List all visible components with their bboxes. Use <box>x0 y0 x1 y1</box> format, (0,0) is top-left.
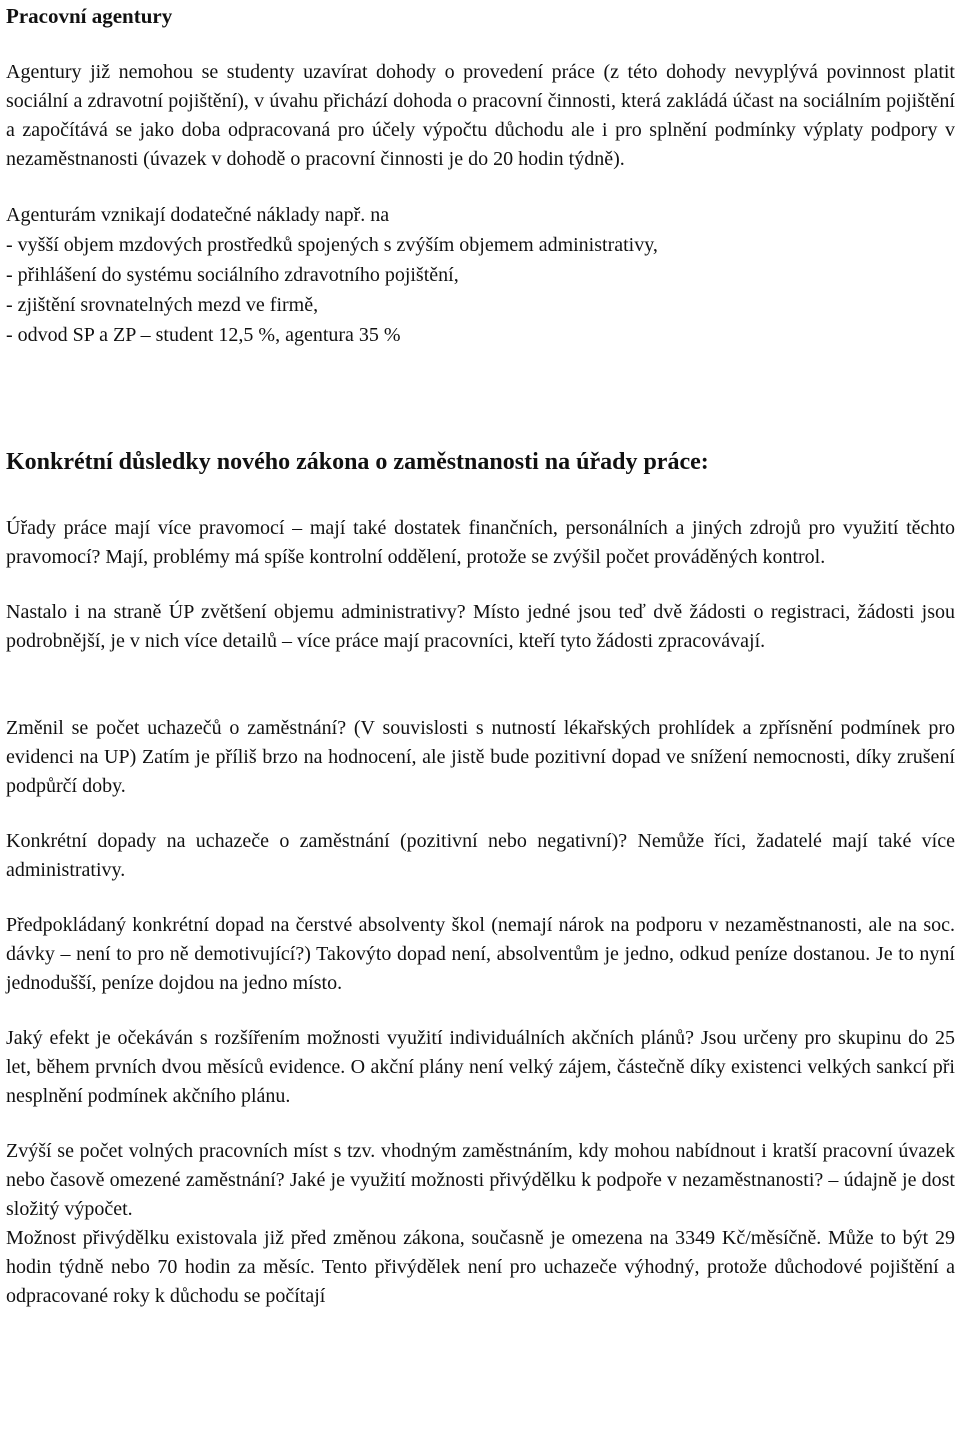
paragraph-action-plans: Jaký efekt je očekáván s rozšířením možnosti využití individuálních akčních plánů? Jsou určeny pro skupinu do 25 let, během prvních dvou měsíců evidence. O akční plány není velký zájem, částečně díky existenci velkých sankcí při nesplnění podmínek akčního plánu. <box>6 1027 955 1107</box>
paragraph-administration: Nastalo i na straně ÚP zvětšení objemu administrativy? Místo jedné jsou teď dvě žádosti o registraci, žádosti jsou podrobnější, je v nich více detailů – více práce mají pracovníci, kteří tyto žádosti zpracovávají. <box>6 601 955 652</box>
paragraph-agencies-contracts: Agentury již nemohou se studenty uzavírat dohody o provedení práce (z této dohody nevyplývá povinnost platit sociální a zdravotní pojištění), v úvahu přichází dohoda o pracovní činnosti, která zakládá účast na sociálním pojištění a započítává se jako doba odpracovaná pro účely výpočtu důchodu ale i pro splnění podmínky výplaty podpory v nezaměstnanosti (úvazek v dohodě o pracovní činnosti je do 20 hodin týdně). <box>6 61 955 170</box>
paragraph-extra-income: Možnost přivýdělku existovala již před změnou zákona, současně je omezena na 3349 Kč/měsíčně. Může to být 29 hodin týdně nebo 70 hodin za měsíc. Tento přivýdělek není pro uchazeče výhodný, protože důchodové pojištění a odpracované roky k důchodu se počítají <box>6 1227 955 1307</box>
list-item: - vyšší objem mzdových prostředků spojených s zvýším objemem administrativy, <box>6 234 658 256</box>
document-page <box>6 0 955 1311</box>
agency-costs-intro: Agenturám vznikají dodatečné náklady např. na <box>6 204 390 226</box>
paragraph-vacancies: Zvýší se počet volných pracovních míst s tzv. vhodným zaměstnáním, kdy mohou nabídnout i kratší pracovní úvazek nebo časově omezené zaměstnání? Jaké je využití možnosti přivýdělku k podpoře v nezaměstnanosti? – údajně je dost složitý výpočet. <box>6 1140 955 1220</box>
agency-costs-block <box>6 200 955 350</box>
list-item: - odvod SP a ZP – student 12,5 %, agentura 35 % <box>6 324 401 346</box>
paragraph-graduates: Předpokládaný konkrétní dopad na čerstvé absolventy škol (nemají nárok na podporu v nezaměstnanosti, ale na soc. dávky – není to pro ně demotivující?) Takovýto dopad není, absolventům je jedno, odkud peníze dostanou. Je to nyní jednodušší, peníze dojdou na jedno místo. <box>6 914 955 994</box>
list-item: - přihlášení do systému sociálního zdravotního pojištění, <box>6 264 459 286</box>
section-title-agencies: Pracovní agentury <box>6 4 173 28</box>
paragraph-impacts: Konkrétní dopady na uchazeče o zaměstnání (pozitivní nebo negativní)? Nemůže říci, žadatelé mají také více administrativy. <box>6 830 955 881</box>
section-heading-labour-offices: Konkrétní důsledky nového zákona o zaměstnanosti na úřady práce: <box>6 449 709 475</box>
list-item: - zjištění srovnatelných mezd ve firmě, <box>6 294 319 316</box>
paragraph-applicant-count: Změnil se počet uchazečů o zaměstnání? (V souvislosti s nutností lékařských prohlídek a zpřísnění podmínek pro evidenci na UP) Zatím je příliš brzo na hodnocení, ale jistě bude pozitivní dopad ve snížení nemocnosti, díky zrušení podpůrčí doby. <box>6 717 955 797</box>
paragraph-powers: Úřady práce mají více pravomocí – mají také dostatek finančních, personálních a jiných zdrojů pro využití těchto pravomocí? Mají, problémy má spíše kontrolní oddělení, protože se zvýšil počet prováděných kontrol. <box>6 517 955 568</box>
